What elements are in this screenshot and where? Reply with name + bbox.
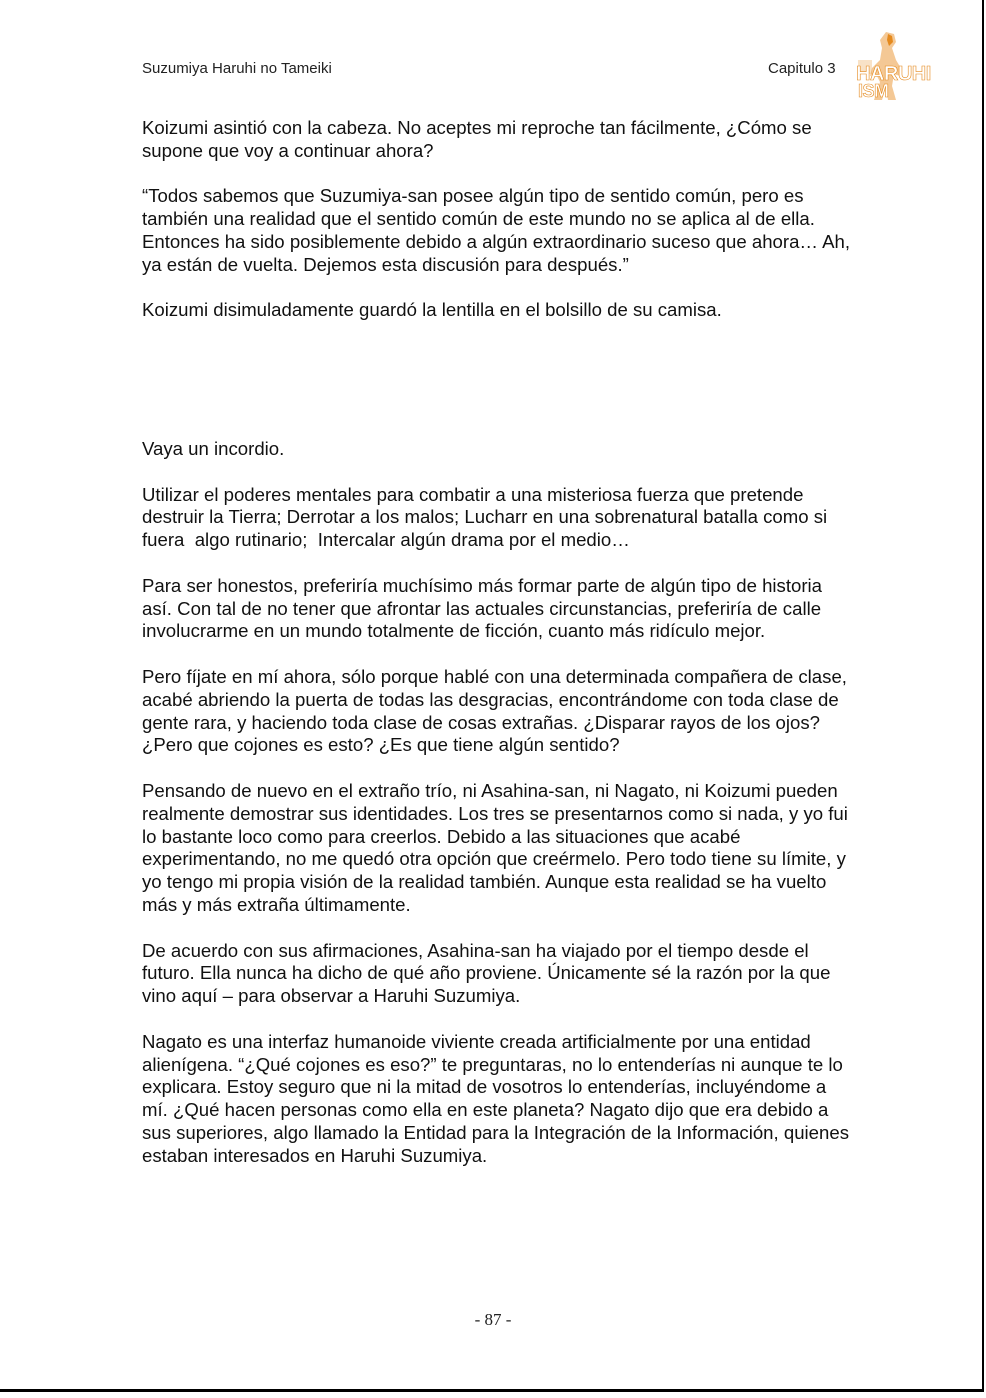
running-header-chapter: Capitulo 3 [768, 60, 836, 77]
paragraph: Pensando de nuevo en el extraño trío, ni Asahina-san, ni Nagato, ni Koizumi pueden realmente demostrar sus identidades. Los tres se presentarnos como si nada, y yo fui lo bastante loco como para creerlos. Debido a las situaciones que acabé experimentando, no me quedó otra opción que creérmelo. Pero todo tiene su límite, y yo tengo mi propia visión de la realidad también. Aunque esta realidad se ha vuelto más y más extraña últimamente. [142, 779, 854, 915]
paragraph: Utilizar el poderes mentales para combatir a una misteriosa fuerza que pretende destruir la Tierra; Derrotar a los malos; Lucharr en una sobrenatural batalla como si fuera algo rutinario; Intercalar algún drama por el medio… [142, 483, 833, 551]
paragraph: Pero fíjate en mí ahora, sólo porque hablé con una determinada compañera de clase, acabé abriendo la puerta de todas las desgracias, encontrándome con toda clase de gente rara, y haciendo toda clase de cosas extrañas. ¿Disparar rayos de los ojos? ¿Pero que cojones es esto? ¿Es que tiene algún sentido? [142, 665, 853, 756]
running-header-title: Suzumiya Haruhi no Tameiki [142, 60, 332, 77]
paragraph: Nagato es una interfaz humanoide viviente creada artificialmente por una entidad alienígena. “¿Qué cojones es eso?” te preguntaras, no lo entenderías ni aunque te lo explicara. Estoy seguro que ni la mitad de vosotros lo entenderías, incluyéndome a mí. ¿Qué hacen personas como ella en este planeta? Nagato dijo que era debido a sus superiores, algo llamado la Entidad para la Integración de la Información, quienes estaban interesados en Haruhi Suzumiya. [142, 1030, 855, 1166]
logo-text-ism: ISM [858, 81, 889, 101]
paragraph: Koizumi disimuladamente guardó la lentilla en el bolsillo de su camisa. [142, 299, 722, 321]
paragraph: Vaya un incordio. [142, 438, 285, 459]
logo-text-haruhi: HARUHI [856, 63, 931, 85]
haruhiism-logo [856, 30, 931, 102]
paragraph: “Todos sabemos que Suzumiya-san posee algún tipo de sentido común, pero es también una realidad que el sentido común de este mundo no se aplica al de ella. Entonces ha sido posiblemente debido a algún extraordinario suceso que ahora… Ah, ya están de vuelta. Dejemos esta discusión para después.” [142, 185, 861, 275]
paragraph: Koizumi asintió con la cabeza. No aceptes mi reproche tan fácilmente, ¿Cómo se supone que voy a continuar ahora? [142, 117, 817, 161]
paragraph: De acuerdo con sus afirmaciones, Asahina-san ha viajado por el tiempo desde el futuro. Ella nunca ha dicho de qué año proviene. Únicamente sé la razón por la que vino aquí – para observar a Haruhi Suzumiya. [142, 939, 836, 1007]
text-section-bottom [142, 438, 855, 1190]
paragraph: Para ser honestos, preferiría muchísimo más formar parte de algún tipo de historia así. Con tal de no tener que afrontar las actuales circunstancias, preferiría de calle involucrarme en un mundo totalmente de ficción, cuanto más ridículo mejor. [142, 574, 828, 642]
page-number: - 87 - [474, 1310, 512, 1329]
text-section-top [142, 117, 861, 345]
